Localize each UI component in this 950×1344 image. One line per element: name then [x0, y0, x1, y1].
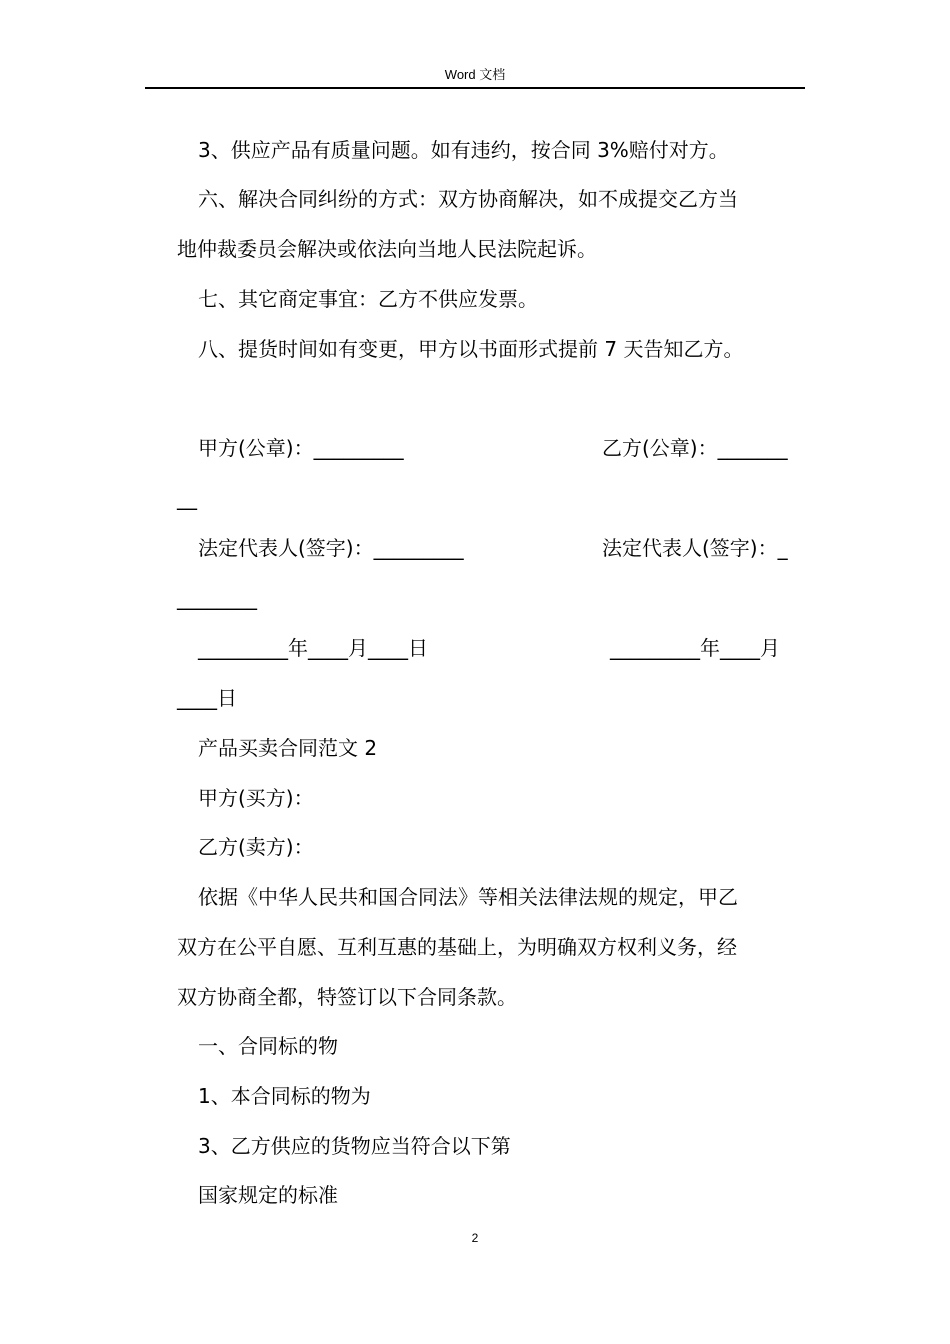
header-title: Word 文档	[444, 67, 506, 82]
representative-a: 法定代表人(签字)：_________	[198, 536, 464, 560]
date-party-a: _________年____月____日	[198, 636, 428, 660]
representative-b-continued: ________	[177, 586, 257, 610]
party-b-seal: 乙方(公章)：_______	[602, 436, 788, 460]
clause-6-line2: 地仲裁委员会解决或依法向当地人民法院起诉。	[177, 237, 597, 261]
clause-8: 八、提货时间如有变更，甲方以书面形式提前 7 天告知乙方。	[198, 337, 744, 361]
buyer-label: 甲方(买方)：	[198, 786, 314, 810]
representative-b: 法定代表人(签字)：_	[602, 536, 788, 560]
item-3: 3、乙方供应的货物应当符合以下第	[198, 1134, 511, 1158]
contract-2-title: 产品买卖合同范文 2	[198, 736, 378, 760]
preamble-line2: 双方在公平自愿、互利互惠的基础上，为明确双方权利义务，经	[177, 935, 737, 959]
preamble-line1: 依据《中华人民共和国合同法》等相关法律法规的规定，甲乙	[198, 885, 738, 909]
header-rule	[145, 87, 805, 89]
preamble-line3: 双方协商全都，特签订以下合同条款。	[177, 985, 517, 1009]
item-1: 1、本合同标的物为	[198, 1084, 371, 1108]
date-party-b: _________年____月	[610, 636, 780, 660]
clause-7: 七、其它商定事宜：乙方不供应发票。	[198, 287, 538, 311]
seller-label: 乙方(卖方)：	[198, 835, 314, 859]
section-1-heading: 一、合同标的物	[198, 1034, 338, 1058]
date-party-b-continued: ____日	[177, 686, 237, 710]
party-a-seal: 甲方(公章)：_________	[198, 436, 404, 460]
page-number: 2	[471, 1231, 479, 1245]
clause-3-quality: 3、供应产品有质量问题。如有违约，按合同 3%赔付对方。	[198, 138, 729, 162]
item-national-standard: 国家规定的标准	[198, 1183, 338, 1207]
clause-6-line1: 六、解决合同纠纷的方式：双方协商解决，如不成提交乙方当	[198, 187, 738, 211]
party-b-seal-continued: __	[177, 486, 197, 510]
